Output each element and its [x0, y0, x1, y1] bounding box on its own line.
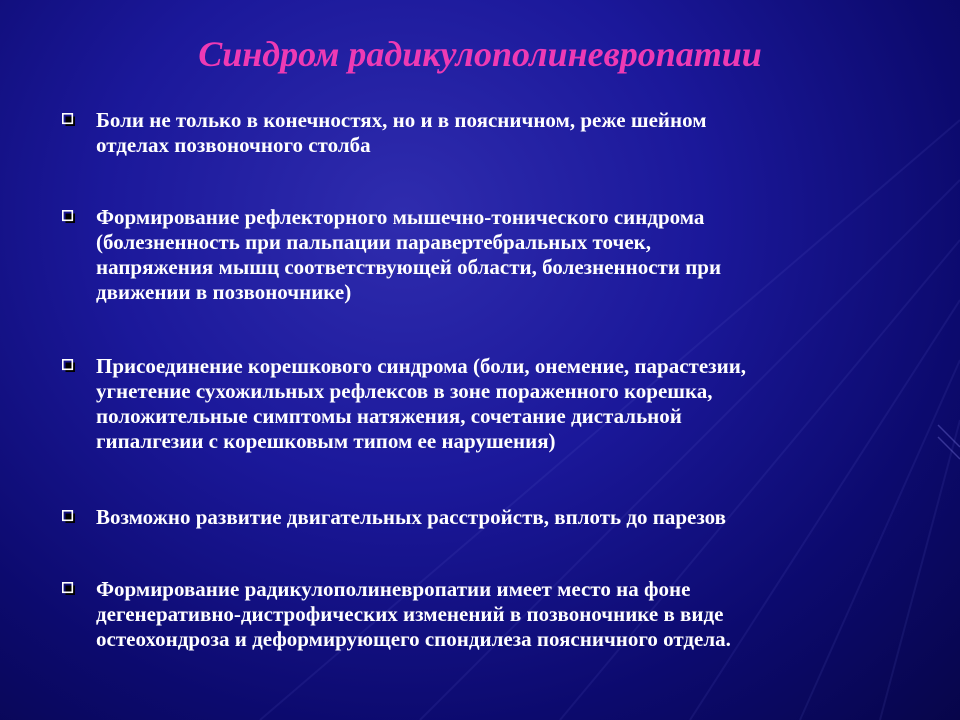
bullet-text: Формирование рефлекторного мышечно-тонического синдрома (болезненность при пальпации паравертебральных точек, напряжения мышц соответствующей области, болезненности при движении в позвоночнике) — [96, 205, 722, 304]
bullet-text: Боли не только в конечностях, но и в поясничном, реже шейном отделах позвоночного столба — [96, 108, 707, 157]
bullet-item — [62, 205, 932, 305]
bullet-item — [62, 577, 932, 652]
slide-title: Синдром радикулополиневропатии — [198, 34, 762, 74]
checkbox-icon — [62, 359, 76, 373]
checkbox-icon — [62, 210, 76, 224]
bullet-item — [62, 505, 932, 530]
bullet-text: Присоединение корешкового синдрома (боли, онемение, парастезии, угнетение сухожильных рефлексов в зоне пораженного корешка, положительные симптомы натяжения, сочетание дистальной гипалгезии с корешковым типом ее нарушения) — [96, 354, 747, 453]
checkbox-icon — [62, 510, 76, 524]
checkbox-icon — [62, 113, 76, 127]
bullet-item — [62, 354, 932, 454]
bullet-text: Возможно развитие двигательных расстройств, вплоть до парезов — [96, 505, 726, 529]
bullet-item — [62, 108, 932, 158]
checkbox-icon — [62, 582, 76, 596]
bullet-text: Формирование радикулополиневропатии имеет место на фоне дегенеративно-дистрофических изменений в позвоночнике в виде остеохондроза и деформирующего спондилеза поясничного отдела. — [96, 577, 731, 651]
